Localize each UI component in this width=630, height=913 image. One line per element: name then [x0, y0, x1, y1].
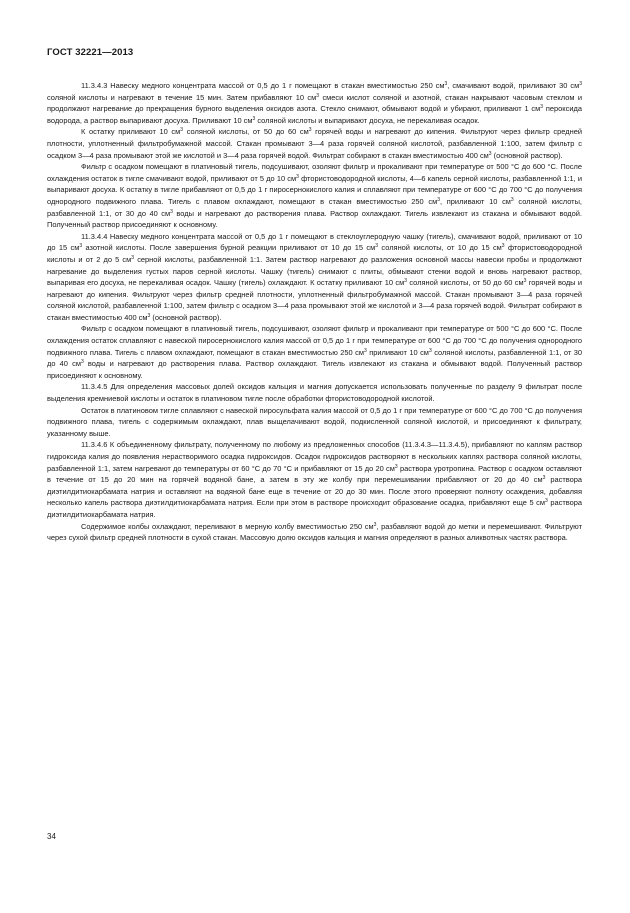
paragraph: Фильтр с осадком помещают в платиновый тигель, подсушивают, озоляют фильтр и прокаливают при температуре от 500 °С до 600 °С. После охлаждения остаток в тигле смачивают водой, приливают от 5 до 10 $см^3$ фтористоводородной кислоты, 4—6 капель серной кислоты, разбавленной 1:1, и выпаривают досуха. К остатку в тигле прибавляют от 0,5 до 1 г пиросернокислого калия и сплавляют при температуре от 600 °С до 700 °С до получения однородного подвижного плава. Тигель с плавом охлаждают, помещают в стакан вместимостью 250 $см^3$, приливают 10 $см^3$ соляной кислоты, разбавленной 1:1, от 30 до 40 $см^3$ воды и нагревают до растворения плава. Раствор охлаждают. Тигель извлекают из стакана и обмывают водой. Полученный раствор присоединяют к основному. — [47, 162, 582, 230]
document-body — [47, 80, 582, 544]
paragraph: 11.3.4.6 К объединенному фильтрату, полученному по любому из предложенных способов (11.3.4.3—11.3.4.5), прибавляют по каплям раствор гидроксида калия до появления нерастворимого осадка гидроксидов. Осадок гидроксидов растворяют в нескольких каплях раствора соляной кислоты, разбавленной 1:1, затем нагревают до температуры от 60 °С до 70 °С и прибавляют от 15 до 20 $см^3$ раствора уротропина. Раствор с осадком оставляют в течение от 15 до 20 мин на горячей водяной бане, а затем в эту же колбу при перемешивании прибавляют от 20 до 40 $см^3$ раствора диэтилдитиокарбамата натрия и оставляют на водяной бане еще в течение от 20 до 30 мин. После этого проверяют полноту осаждения, добавляя несколько капель раствора диэтилдитиокарбамата натрия. Если при этом в растворе происходит образование осадка, прибавляют еще 5 $см^3$ раствора диэтилдитиокарбамата натрия. — [47, 440, 583, 519]
paragraph: Фильтр с осадком помещают в платиновый тигель, подсушивают, озоляют фильтр и прокаливают при температуре от 500 °С до 600 °С. После охлаждения остаток сплавляют с навеской пиросернокислого калия массой от 0,5 до 1 г при температуре от 600 °С до 700 °С до получения однородного подвижного плава. Тигель с плавом охлаждают, помещают в стакан вместимостью 250 $см^3$ приливают 10 $см^3$ соляной кислоты, разбавленной 1:1, от 30 до 40 $см^3$ воды и нагревают до растворения плава. Раствор охлаждают. Тигель извлекают из стакана и обмывают водой. Полученный раствор присоединяют к основному. — [47, 324, 582, 380]
paragraph: 11.3.4.5 Для определения массовых долей оксидов кальция и магния допускается использовать полученные по разделу 9 фильтрат после выделения кремниевой кислоты и остаток в платиновом тигле после обработки фтористоводородной кислотой. — [47, 382, 582, 404]
paragraph: 11.3.4.3 Навеску медного концентрата массой от 0,5 до 1 г помещают в стакан вместимостью 250 $см^3$, смачивают водой, приливают 30 $см^3$ соляной кислоты и нагревают в течение 15 мин. Затем прибавляют 10 $см^3$ смеси кислот соляной и азотной, стакан накрывают часовым стеклом и продолжают нагревание до прекращения бурного выделения оксидов азота. Стекло снимают, обмывают водой и убирают, приливают 1 $см^3$ пероксида водорода, а раствор выпаривают досуха. Приливают 10 $см^3$ соляной кислоты и выпаривают досуха, не перекаливая осадок. — [47, 81, 582, 125]
document-header: ГОСТ 32221—2013 — [47, 47, 134, 58]
paragraph: Остаток в платиновом тигле сплавляют с навеской пиросульфата калия массой от 0,5 до 1 г при температуре от 600 °С до 700 °С до получения подвижного плава, тигель с содержимым охлаждают, плав выщелачивают водой, подкисленной соляной кислотой, и присоединяют к фильтрату, указанному выше. — [47, 405, 582, 438]
paragraph: К остатку приливают 10 $см^3$ соляной кислоты, от 50 до 60 $см^3$ горячей воды и нагревают до кипения. Фильтруют через фильтр средней плотности, уплотненный фильтробумажной массой. Стакан промывают 3—4 раза горячей соляной кислотой, разбавленной 1:100, затем фильтр с осадком 3—4 раза промывают этой же кислотой и 3—4 раза горячей водой. Фильтрат собирают в стакан вместимостью 400 $см^3$ (основной раствор). — [47, 127, 582, 160]
page-number: 34 — [47, 832, 56, 841]
paragraph: Содержимое колбы охлаждают, переливают в мерную колбу вместимостью 250 $см^3$, разбавляют водой до метки и перемешивают. Фильтруют через сухой фильтр средней плотности в сухой стакан. Массовую долю оксидов кальция и магния определяют в разных аликвотных частях раствора. — [47, 521, 582, 543]
paragraph: 11.3.4.4 Навеску медного концентрата массой от 0,5 до 1 г помещают в стеклоуглеродную чашку (тигель), смачивают водой, приливают от 10 до 15 $см^3$ азотной кислоты. После завершения бурной реакции приливают от 10 до 15 $см^3$ соляной кислоты, от 10 до 15 $см^3$ фтористоводородной кислоты и от 2 до 5 $см^3$ серной кислоты, разбавленной 1:1. Затем раствор нагревают до разложения основной массы навески пробы и продолжают нагревание до выделения густых паров серной кислоты. Чашку (тигель) снимают с плиты, обмывают стенки водой и вновь нагревают раствор, выпаривая его досуха, не перекаливая осадок. Чашку (тигель) охлаждают. К остатку приливают 10 $см^3$ соляной кислоты, от 50 до 60 $см^3$ горячей воды и нагревают до кипения. Фильтруют через фильтр средней плотности, уплотненный фильтробумажной массой. Стакан промывают 3—4 раза горячей соляной кислотой, разбавленной 1:100, затем фильтр с осадком 3—4 раза промывают этой же кислотой и 3—4 раза горячей водой. Фильтрат собирают в стакан вместимостью 400 $см^3$ (основной раствор). — [47, 231, 583, 322]
